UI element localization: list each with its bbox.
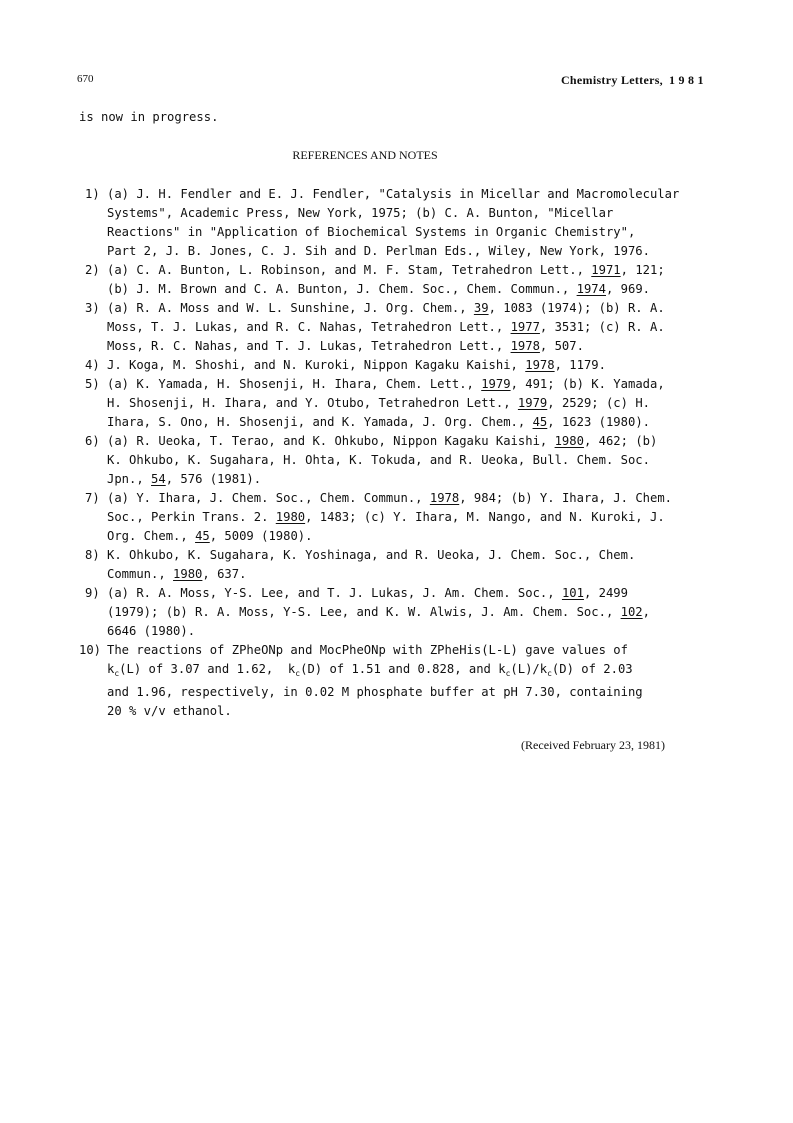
reference-line: (a) C. A. Bunton, L. Robinson, and M. F. Stam, Tetrahedron Lett., 1971, 121; [107,263,665,277]
reference-item [79,584,719,641]
reference-item [79,375,719,432]
reference-line: (a) J. H. Fendler and E. J. Fendler, "Catalysis in Micellar and Macromolecular [107,187,680,201]
reference-text [107,641,643,721]
reference-line: The reactions of ZPheONp and MocPheONp with ZPheHis(L-L) gave values of [107,643,628,657]
reference-line: Commun., 1980, 637. [107,567,247,581]
reference-item [79,299,719,356]
reference-line: Moss, R. C. Nahas, and T. J. Lukas, Tetrahedron Lett., 1978, 507. [107,339,584,353]
reference-text [107,375,665,432]
section-heading: REFERENCES AND NOTES [292,148,438,162]
received-date: (Received February 23, 1981) [521,738,665,752]
reference-number: 5) [84,377,107,391]
reference-text [107,299,665,356]
reference-text [107,489,672,546]
reference-item [79,546,719,584]
reference-text [107,261,665,299]
reference-text [107,356,606,375]
reference-line: (a) R. A. Moss, Y-S. Lee, and T. J. Lukas, J. Am. Chem. Soc., 101, 2499 [107,586,628,600]
reference-number: 1) [84,187,107,201]
reference-number: 3) [84,301,107,315]
reference-list [79,185,719,721]
reference-line: Part 2, J. B. Jones, C. J. Sih and D. Perlman Eds., Wiley, New York, 1976. [107,244,650,258]
reference-number: 4) [84,358,107,372]
reference-line: Moss, T. J. Lukas, and R. C. Nahas, Tetrahedron Lett., 1977, 3531; (c) R. A. [107,320,665,334]
reference-line: H. Shosenji, H. Ihara, and Y. Otubo, Tetrahedron Lett., 1979, 2529; (c) H. [107,396,650,410]
reference-item [79,641,719,721]
reference-line: Reactions" in "Application of Biochemical Systems in Organic Chemistry", [107,225,636,239]
reference-line: Jpn., 54, 576 (1981). [107,472,262,486]
reference-number: 10) [79,643,109,657]
reference-line: Ihara, S. Ono, H. Shosenji, and K. Yamada, J. Org. Chem., 45, 1623 (1980). [107,415,650,429]
reference-text [107,546,635,584]
reference-line: (a) K. Yamada, H. Shosenji, H. Ihara, Chem. Lett., 1979, 491; (b) K. Yamada, [107,377,665,391]
journal-name: Chemistry Letters, [560,73,663,87]
reference-number: 8) [84,548,107,562]
reference-line: (b) J. M. Brown and C. A. Bunton, J. Chem. Soc., Chem. Commun., 1974, 969. [107,282,650,296]
reference-number: 2) [84,263,107,277]
reference-line: (a) R. A. Moss and W. L. Sunshine, J. Org. Chem., 39, 1083 (1974); (b) R. A. [107,301,665,315]
reference-number: 9) [84,586,107,600]
journal-year: 1981 [669,73,707,87]
reference-line: 20 % v/v ethanol. [107,704,232,718]
running-header [561,73,707,88]
reference-item [79,489,719,546]
reference-line: J. Koga, M. Shoshi, and N. Kuroki, Nippon Kagaku Kaishi, 1978, 1179. [107,358,606,372]
reference-line: 6646 (1980). [107,624,196,638]
reference-line: Org. Chem., 45, 5009 (1980). [107,529,313,543]
reference-number: 7) [84,491,107,505]
reference-line: (a) Y. Ihara, J. Chem. Soc., Chem. Commun., 1978, 984; (b) Y. Ihara, J. Chem. [107,491,673,505]
reference-item [79,261,719,299]
reference-text [107,584,650,641]
reference-item [79,432,719,489]
reference-text [107,432,657,489]
reference-line: K. Ohkubo, K. Sugahara, K. Yoshinaga, and R. Ueoka, J. Chem. Soc., Chem. [107,548,636,562]
reference-number: 6) [84,434,107,448]
reference-item [79,185,719,261]
reference-line: (a) R. Ueoka, T. Terao, and K. Ohkubo, Nippon Kagaku Kaishi, 1980, 462; (b) [107,434,658,448]
reference-item [79,356,719,375]
reference-line: $k_c(L)$ of 3.07 and 1.62, $k_c(D)$ of 1.51 and 0.828, and $k_c(L)/k_c(D)$ of 2.03 [107,662,633,678]
reference-line: K. Ohkubo, K. Sugahara, H. Ohta, K. Tokuda, and R. Ueoka, Bull. Chem. Soc. [107,453,650,467]
reference-line: and 1.96, respectively, in 0.02 M phosphate buffer at pH 7.30, containing [107,685,643,699]
reference-line: Systems", Academic Press, New York, 1975; (b) C. A. Bunton, "Micellar [107,206,614,220]
reference-line: (1979); (b) R. A. Moss, Y-S. Lee, and K. W. Alwis, J. Am. Chem. Soc., 102, [107,605,650,619]
reference-text [107,185,679,261]
page-number: 670 [77,73,94,85]
reference-line: Soc., Perkin Trans. 2. 1980, 1483; (c) Y. Ihara, M. Nango, and N. Kuroki, J. [107,510,665,524]
intro-line: is now in progress. [79,110,219,124]
